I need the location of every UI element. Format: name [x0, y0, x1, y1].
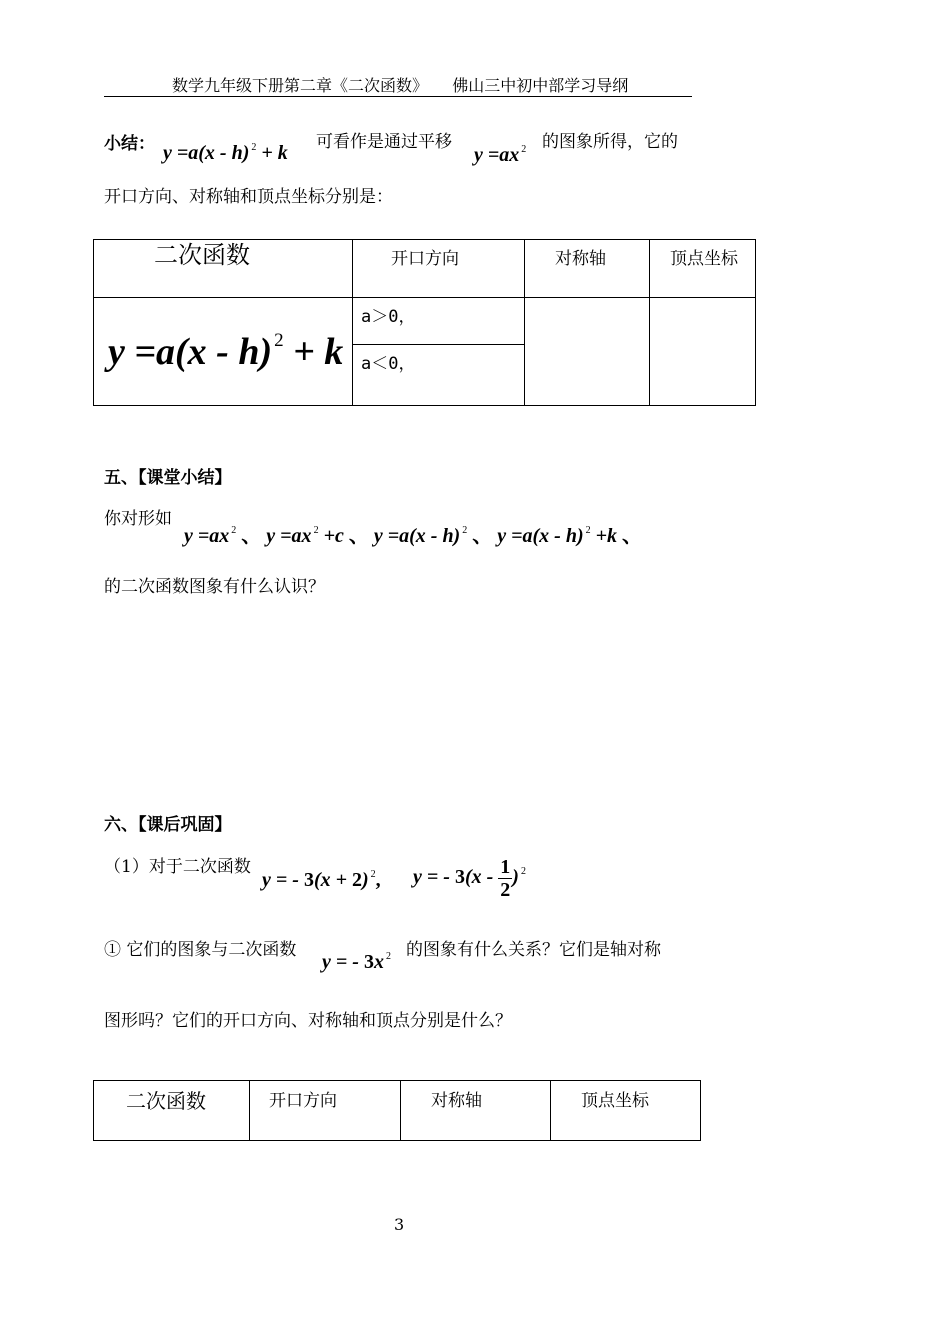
table1-header-function: 二次函数	[94, 240, 353, 298]
summary-text1: 可看作是通过平移	[316, 132, 452, 152]
header-rule	[104, 96, 692, 97]
table1-formula-cell	[94, 298, 353, 406]
section6-title: 六、【课后巩固】	[104, 815, 232, 835]
header-school: 佛山三中初中部学习导纲	[452, 76, 629, 95]
table1-header-vertex: 顶点坐标	[650, 240, 756, 298]
table2-header-axis: 对称轴	[401, 1081, 551, 1141]
table1-vertex-answer	[650, 298, 756, 406]
table1-header-axis: 对称轴	[525, 240, 650, 298]
summary-text3: 开口方向、对称轴和顶点坐标分别是：	[104, 187, 393, 207]
section5-intro: 你对形如	[104, 509, 172, 529]
table-exercise	[93, 1080, 701, 1141]
section6-sub1-suffix: 的图象有什么关系？它们是轴对称	[406, 940, 661, 960]
table1-header-direction: 开口方向	[353, 240, 525, 298]
section5-title: 五、【课堂小结】	[104, 468, 232, 488]
section6-sub1-formula: y = - 3x $^2$	[322, 951, 391, 973]
table1-a-positive: a＞0，	[353, 298, 525, 345]
section6-sub1-line2: 图形吗？它们的开口方向、对称轴和顶点分别是什么？	[104, 1011, 512, 1031]
table1-formula: y =a(x - h) $^2$ + k	[108, 330, 344, 373]
page-number: 3	[394, 1215, 405, 1234]
table1-a-negative: a＜0，	[353, 345, 525, 406]
section5-question: 的二次函数图象有什么认识？	[104, 577, 325, 597]
summary-formula2: y =ax $^2$	[474, 144, 527, 166]
section6-q1-formula2: y = - 3(x - $\frac{1}{2}$ ) $^2$	[413, 856, 526, 901]
section5-formulas: y =ax $^2$ 、 y =ax $^2$ +c 、 y =a(x - h) $^2$ 、 y =a(x - h) $^2$ +k 、	[184, 525, 643, 547]
summary-label: 小结：	[104, 134, 155, 154]
table2-header-function: 二次函数	[94, 1081, 250, 1141]
table1-axis-answer	[525, 298, 650, 406]
table2-header-vertex: 顶点坐标	[551, 1081, 701, 1141]
table2-header-direction: 开口方向	[250, 1081, 401, 1141]
table-vertex-form	[93, 239, 756, 406]
header-course: 数学九年级下册第二章《二次函数》	[172, 76, 429, 95]
summary-text2: 的图象所得，它的	[542, 132, 678, 152]
summary-formula: y =a(x - h) $^2$ + k	[163, 142, 288, 164]
section6-q1-formula1: y = - 3(x + 2) $^2$,	[262, 869, 381, 891]
section6-q1-prefix: （1）对于二次函数	[104, 857, 251, 877]
section6-sub1-prefix: ① 它们的图象与二次函数	[104, 940, 297, 960]
header-title	[172, 76, 628, 96]
